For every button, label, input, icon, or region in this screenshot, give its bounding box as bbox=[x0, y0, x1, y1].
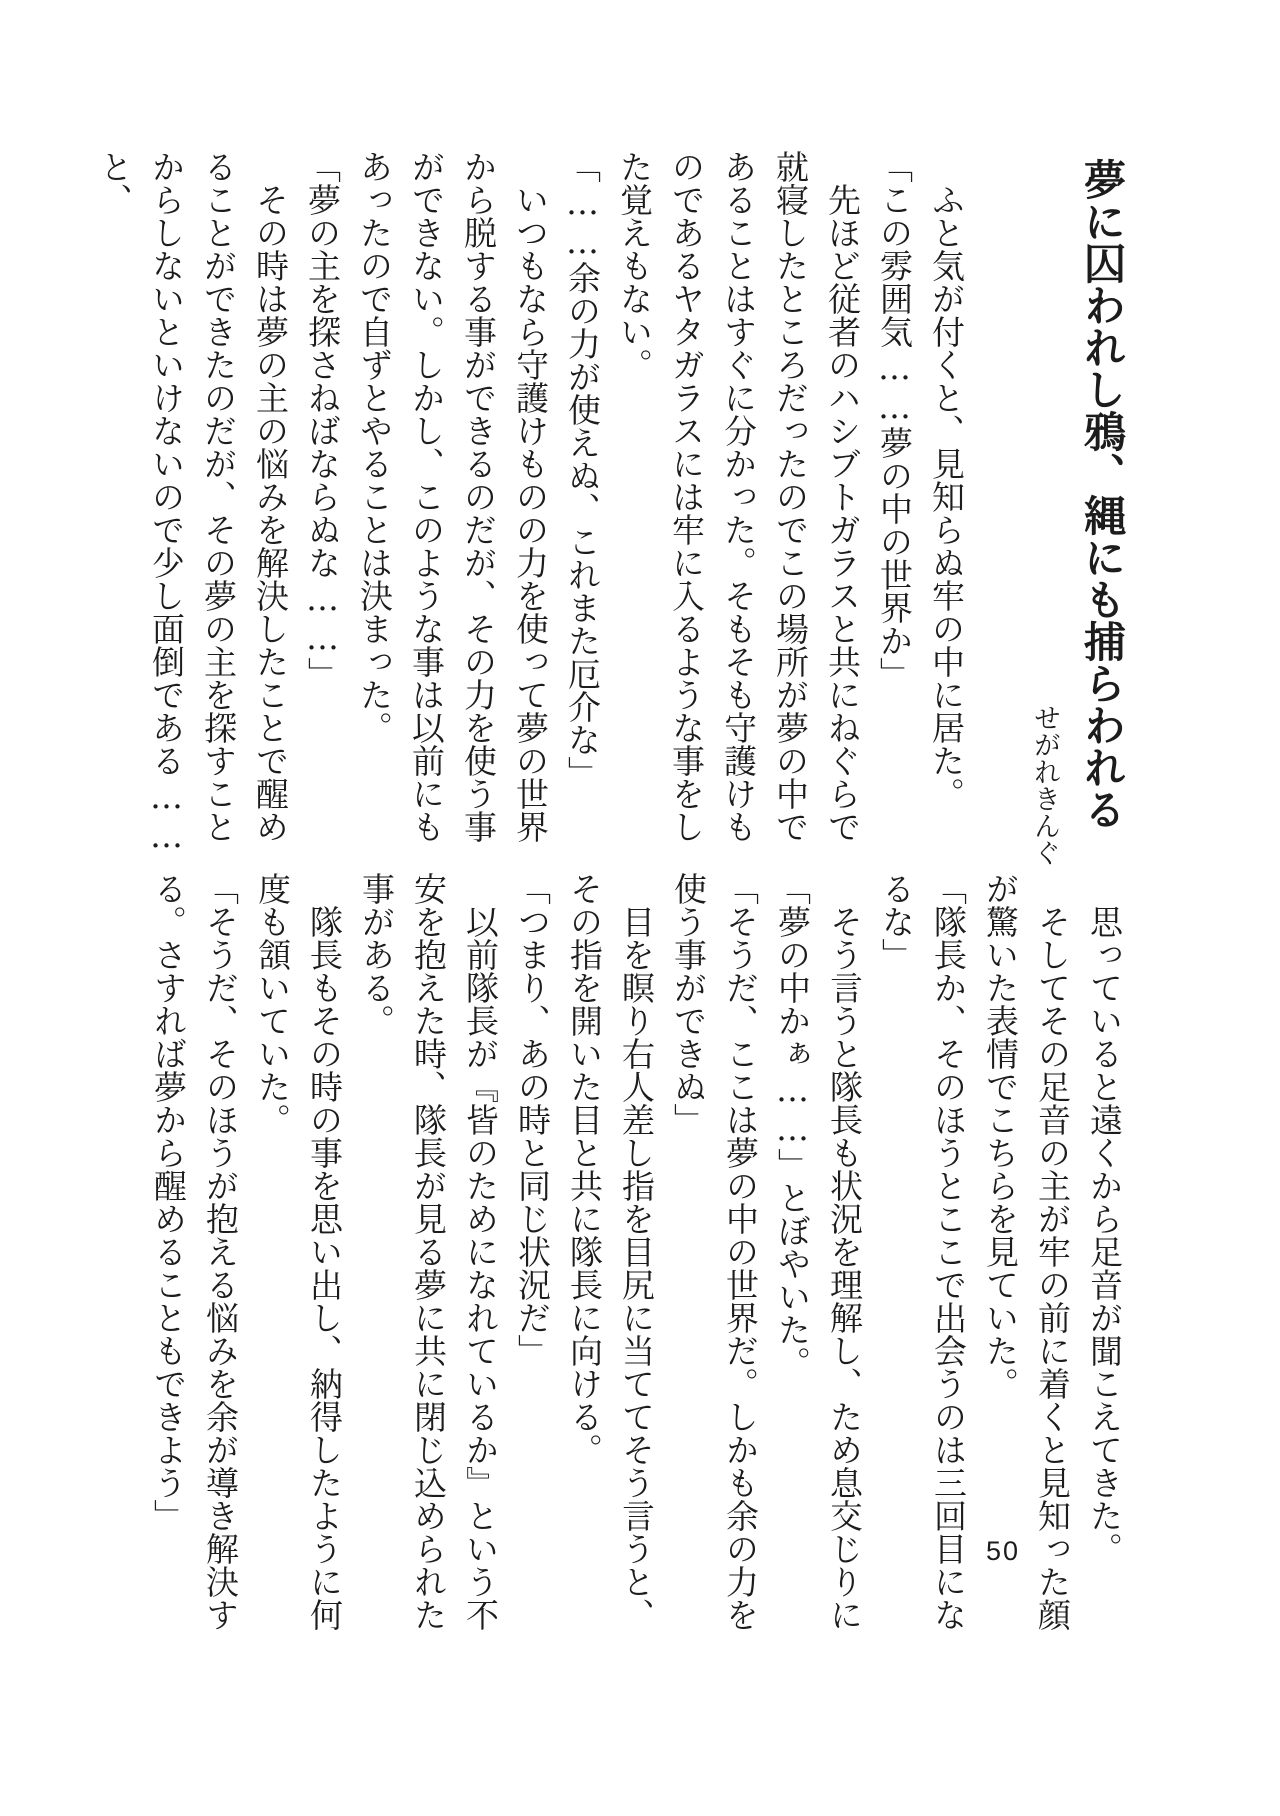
paragraph: 隊長もその時の事を思い出し、納得したように何度も頷いていた。 bbox=[253, 872, 344, 1631]
paragraph: その時は夢の主の悩みを解決したことで醒めることができたのだが、その夢の主を探すことからしないといけないので少し面倒である……と、 bbox=[95, 150, 290, 855]
paragraph: ふと気が付くと、見知らぬ牢の中に居た。 bbox=[927, 183, 966, 810]
paragraph: 「そうだ、そのほうが抱える悩みを余が導き解決する。さすれば夢から醒めることもできよう」 bbox=[149, 872, 240, 1631]
paragraph: 先ほど従者のハシブトガラスと共にねぐらで就寝したところだったのでこの場所が夢の中であることはすぐに分かった。そもそも守護けものであるヤタガラスには牢に入るような事をした覚えもない。 bbox=[615, 150, 862, 843]
author-name: せがれきんぐ bbox=[1029, 704, 1060, 866]
paragraph: 「夢の主を探さねばならぬな……」 bbox=[303, 150, 342, 690]
paragraph: 「隊長か、そのほうとここで出会うのは三回目になるな」 bbox=[877, 872, 968, 1631]
story-text-bottom bbox=[138, 872, 1130, 1646]
paragraph: 思っていると遠くから足音が聞こえてきた。 bbox=[1085, 905, 1124, 1565]
paragraph: 「つまり、あの時と同じ状況だ」 bbox=[513, 872, 552, 1367]
paragraph: 「……余の力が使えぬ、これまた厄介な」 bbox=[563, 150, 602, 789]
paragraph: そしてその足音の主が牢の前に着くと見知った顔が驚いた表情でこちらを見ていた。 bbox=[981, 872, 1072, 1631]
paragraph: いつもなら守護けものの力を使って夢の世界から脱する事ができるのだが、その力を使う事ができない。しかし、このような事は以前にもあったので自ずとやることは決まった。 bbox=[355, 150, 550, 843]
paragraph: そう言うと隊長も状況を理解し、ため息交じりに「夢の中かぁ……」とぼやいた。 bbox=[773, 872, 864, 1631]
paragraph: 目を瞑り右人差し指を目尻に当ててそう言うと、その指を開いた目と共に隊長に向ける。 bbox=[565, 872, 656, 1631]
paragraph: 「そうだ、ここは夢の中の世界だ。しかも余の力を使う事ができぬ」 bbox=[669, 872, 760, 1631]
paragraph: 「この雰囲気……夢の中の世界か」 bbox=[875, 150, 914, 690]
paragraph: 以前隊長が『皆のためになれているか』という不安を抱えた時、隊長が見る夢に共に閉じ込められた事がある。 bbox=[357, 872, 500, 1631]
page-number: 50 bbox=[986, 1536, 1021, 1566]
story-title: 夢に囚われし鴉、縄にも捕らわれる bbox=[1078, 158, 1127, 830]
top-section bbox=[95, 150, 1130, 866]
